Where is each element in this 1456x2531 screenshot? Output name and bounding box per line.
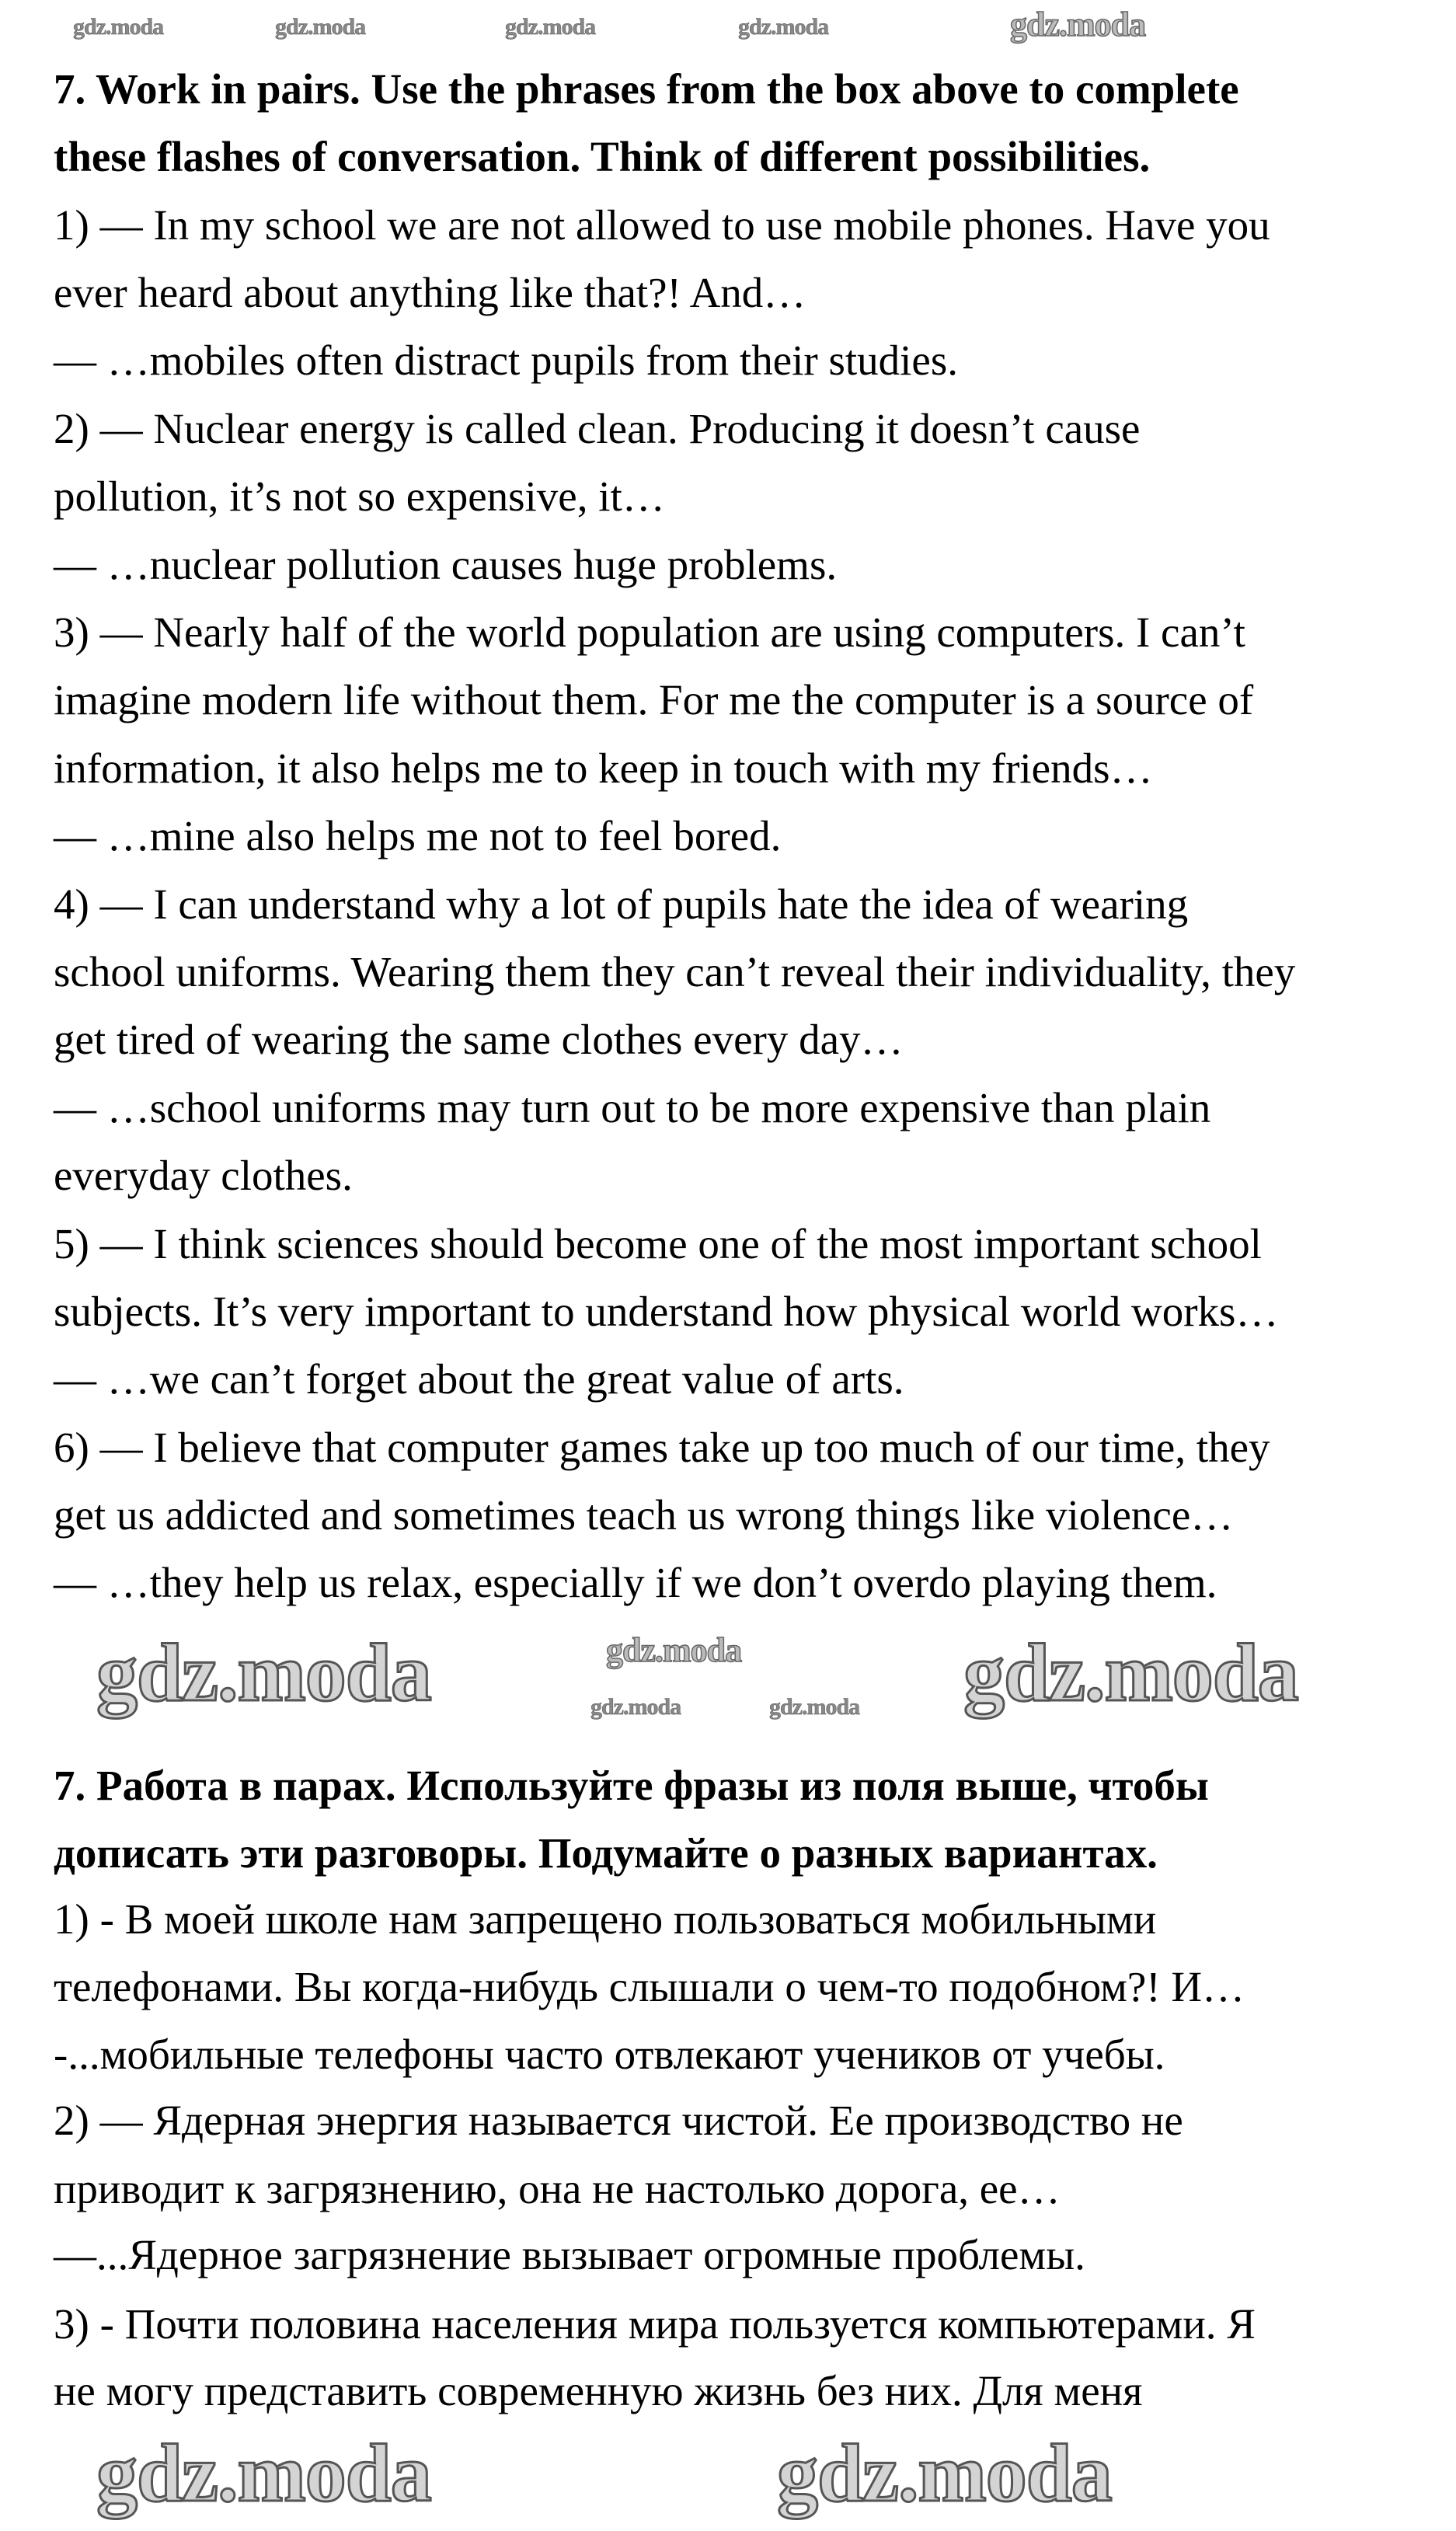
text-line: 1) — In my school we are not allowed to use mobile phones. Have you (54, 201, 1270, 249)
watermark: gdz.moda (1010, 5, 1146, 44)
watermark: gdz.moda (275, 14, 366, 40)
text-line: — …they help us relax, especially if we don’t overdo playing them. (54, 1559, 1217, 1606)
text-line: 3) — Nearly half of the world population are using computers. I can’t (54, 608, 1245, 656)
text-line: 6) — I believe that computer games take up too much of our time, they (54, 1424, 1270, 1471)
text-line: приводит к загрязнению, она не настолько дорога, ее… (54, 2165, 1061, 2212)
text-line: телефонами. Вы когда-нибудь слышали о чем-то подобном?! И… (54, 1963, 1245, 2010)
text-line: get tired of wearing the same clothes every day… (54, 1016, 904, 1063)
text-line: imagine modern life without them. For me the computer is a source of (54, 676, 1254, 723)
text-line: 5) — I think sciences should become one of the most important school (54, 1220, 1262, 1267)
heading-line: 7. Работа в парах. Используйте фразы из поля выше, чтобы (54, 1762, 1209, 1809)
text-line: 2) — Ядерная энергия называется чистой. Ее производство не (54, 2097, 1183, 2144)
text-line: school uniforms. Wearing them they can’t reveal their individuality, they (54, 948, 1296, 995)
text-line: —...Ядерное загрязнение вызывает огромные проблемы. (54, 2231, 1085, 2278)
watermark: gdz.moda (963, 1627, 1298, 1718)
watermark: gdz.moda (73, 14, 164, 40)
text-line: не могу представить современную жизнь без них. Для меня (54, 2367, 1143, 2414)
heading-line: дописать эти разговоры. Подумайте о разных вариантах. (54, 1829, 1158, 1877)
text-line: subjects. It’s very important to understand how physical world works… (54, 1288, 1279, 1335)
text-line: get us addicted and sometimes teach us wrong things like violence… (54, 1491, 1234, 1539)
watermark: gdz.moda (96, 2428, 431, 2519)
text-line: — …school uniforms may turn out to be more expensive than plain (54, 1084, 1211, 1131)
text-line: — …mobiles often distract pupils from their studies. (54, 336, 958, 384)
text-line: — …mine also helps me not to feel bored. (54, 812, 782, 859)
text-line: ever heard about anything like that?! And… (54, 269, 806, 316)
heading-line: these flashes of conversation. Think of different possibilities. (54, 133, 1151, 180)
watermark: gdz.moda (505, 14, 596, 40)
watermark: gdz.moda (769, 1694, 860, 1720)
watermark: gdz.moda (777, 2428, 1112, 2519)
heading-line: 7. Work in pairs. Use the phrases from the box above to complete (54, 65, 1239, 113)
text-line: — …nuclear pollution causes huge problems. (54, 541, 838, 588)
text-line: 3) - Почти половина населения мира пользуется компьютерами. Я (54, 2300, 1256, 2348)
watermark: gdz.moda (606, 1631, 742, 1669)
text-line: pollution, it’s not so expensive, it… (54, 472, 665, 520)
text-line: -...мобильные телефоны часто отвлекают учеников от учебы. (54, 2031, 1165, 2078)
text-line: information, it also helps me to keep in touch with my friends… (54, 744, 1153, 792)
watermark: gdz.moda (96, 1627, 431, 1718)
text-line: everyday clothes. (54, 1152, 353, 1199)
watermark: gdz.moda (590, 1694, 681, 1720)
text-line: 4) — I can understand why a lot of pupils hate the idea of wearing (54, 880, 1189, 928)
text-line: 1) - В моей школе нам запрещено пользоваться мобильными (54, 1895, 1157, 1943)
text-line: — …we can’t forget about the great value of arts. (54, 1355, 904, 1403)
watermark: gdz.moda (738, 14, 829, 40)
text-line: 2) — Nuclear energy is called clean. Producing it doesn’t cause (54, 405, 1141, 452)
